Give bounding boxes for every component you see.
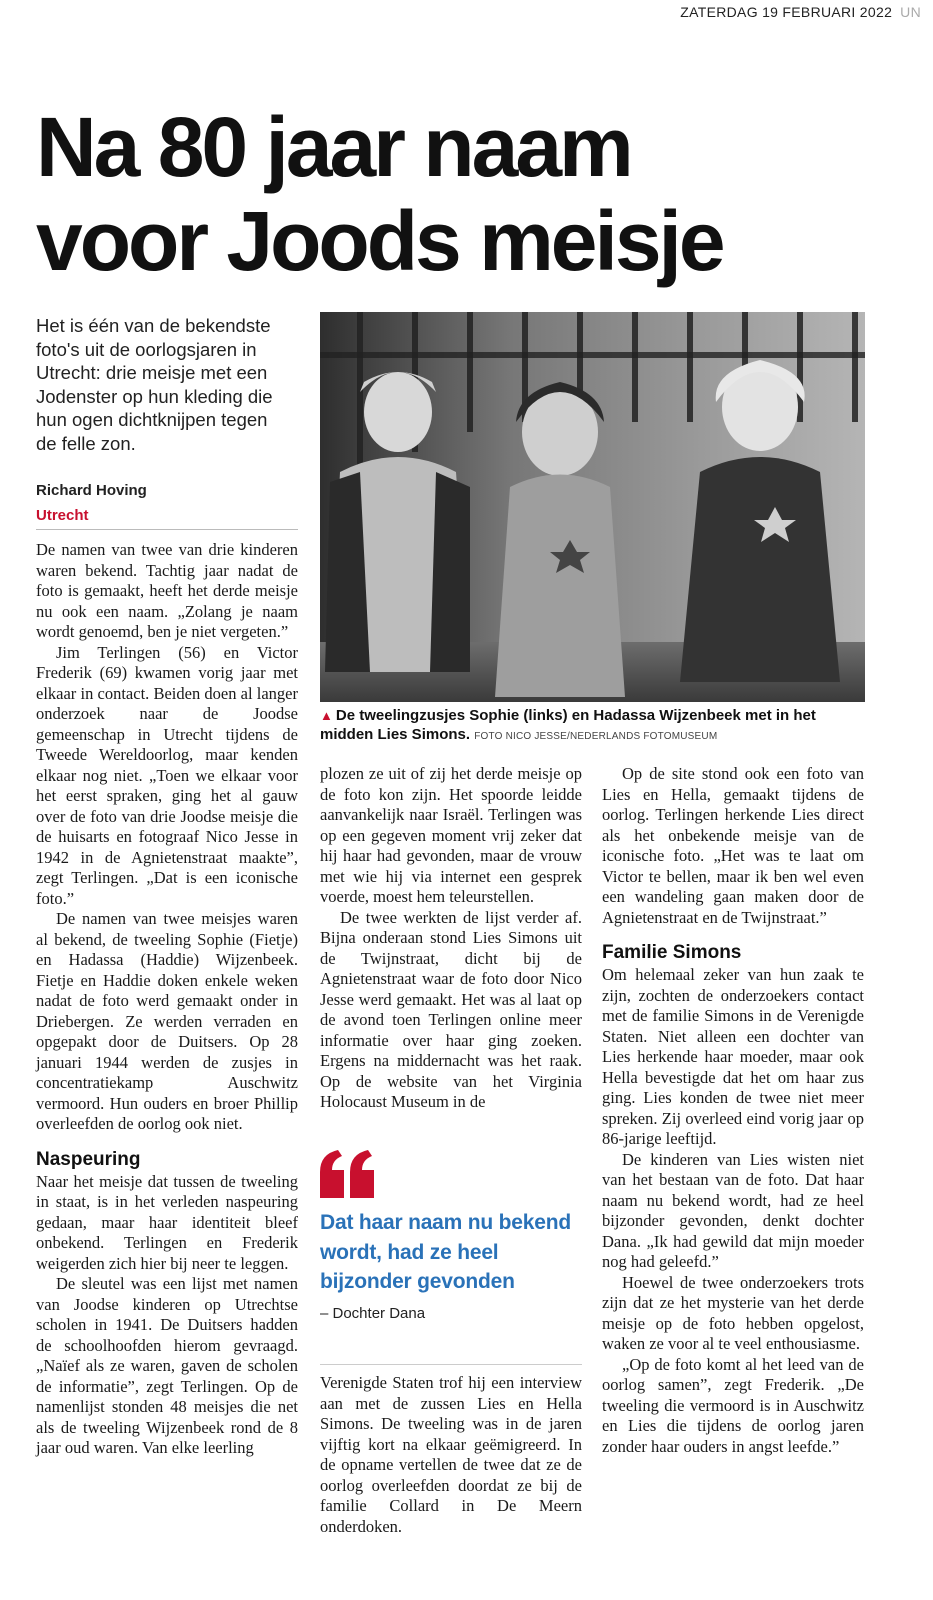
pull-quote xyxy=(320,1150,582,1322)
article-column-2 xyxy=(320,764,582,1113)
paragraph: De sleutel was een lijst met namen van Joodse kinderen op Utrechtse scholen in 1941. De Duitsers hadden de schoolhoofden hierom gevraagd. „Naïef als ze waren, gaven de scholen de informatie”, zegt Terlingen. Op de namenlijst stonden 48 meisjes die net als de tweeling Wijzenbeek rond de 8 jaar oud waren. Van elke leerling xyxy=(36,1274,298,1457)
quote-text: Dat haar naam nu bekend wordt, had ze heel bijzonder gevonden xyxy=(320,1211,571,1293)
byline-divider xyxy=(36,529,298,530)
article-column-1 xyxy=(36,540,298,1459)
masthead xyxy=(680,4,921,20)
paragraph: „Op de foto komt al het leed van de oorlog samen”, zegt Frederik. „De tweeling die vermoord is in Auschwitz en Lies die tijdens de oorlog jaren zonder haar ouders in angst leefde.” xyxy=(602,1354,864,1456)
issue-date: ZATERDAG 19 FEBRUARI 2022 xyxy=(680,4,893,20)
paragraph: De twee werkten de lijst verder af. Bijna onderaan stond Lies Simons uit de Twijnstraat, dicht bij de Agnietenstraat waar de foto door Nico Jesse werd gemaakt. Het was al laat op de avond toen Terlingen online meer informatie over haar ging zoeken. Ergens na middernacht was het raak. Op de website van het Virginia Holocaust Museum in de xyxy=(320,907,582,1111)
quote-attribution: – Dochter Dana xyxy=(320,1304,426,1322)
caption-triangle-icon: ▲ xyxy=(320,708,333,723)
dateline-location: Utrecht xyxy=(36,507,89,524)
author-byline: Richard Hoving xyxy=(36,482,147,499)
caption-text: De tweelingzusjes Sophie (links) en Hadassa Wijzenbeek met in het midden Lies Simons. xyxy=(320,707,816,743)
headline-line-2: voor Joods meisje xyxy=(36,194,723,288)
paragraph: De namen van twee van drie kinderen waren bekend. Tachtig jaar nadat de foto is gemaakt, heeft het derde meisje nu ook een naam. „Zolang je naam wordt genoemd, ben je niet vergeten.” xyxy=(36,540,298,641)
intro-lead: Het is één van de bekendste foto's uit de oorlogsjaren in Utrecht: drie meisje met een Jodenster op hun kleding die hun ogen dichtknijpen tegen de felle zon. xyxy=(36,315,273,454)
paragraph: plozen ze uit of zij het derde meisje op de foto kon zijn. Het spoorde leidde aanvankelijk naar Israël. Terlingen was op een gegeven moment vrij zeker dat hij haar had gevonden, maar de vrouw met wie hij via internet een gesprek voerde, moest hem teleurstellen. xyxy=(320,764,582,906)
paragraph: De kinderen van Lies wisten niet van het bestaan van de foto. Dat haar naam nu bekend wordt, had ze heel bijzonder gevonden, denkt dochter Dana. „Ik had gewild dat mijn moeder nog had geleefd.” xyxy=(602,1149,864,1271)
quote-marks-icon xyxy=(320,1150,376,1198)
paragraph: Jim Terlingen (56) en Victor Frederik (69) kwamen vorig jaar met elkaar in contact. Beiden doen al langer onderzoek naar de Joodse gemeenschap in Utrecht tijdens de Tweede Wereldoorlog, maar kenden elkaar nog niet. „Toen we elkaar voor het eerst spraken, ging het al gauw over de foto van drie Joodse meisje die de huisarts en fotograaf Nico Jesse in 1942 in de Agnietenstraat maakte”, zegt Terlingen. „Dat is een iconische foto.” xyxy=(36,642,298,908)
photo-caption xyxy=(320,706,865,746)
article-photo xyxy=(320,312,865,702)
photo-illustration xyxy=(320,312,865,702)
photo-credit: FOTO NICO JESSE/NEDERLANDS FOTOMUSEUM xyxy=(474,731,718,742)
paragraph: Verenigde Staten trof hij een interview aan met de zussen Lies en Hella Simons. De tweeling was in de jaren vijftig kort na elkaar geëmigreerd. In de opname vertellen de twee dat ze de oorlog overleefden doordat ze bij de familie Collard in De Meern onderdoken. xyxy=(320,1373,582,1536)
headline-line-1: Na 80 jaar naam xyxy=(36,100,631,194)
article-column-3 xyxy=(602,764,864,1457)
publication-mark: UN xyxy=(900,4,921,20)
paragraph: Hoewel de twee onderzoekers trots zijn dat ze het mysterie van het derde meisje op de foto hebben opgelost, waken ze voor al te veel enthousiasme. xyxy=(602,1272,864,1353)
subhead-naspeuring: Naspeuring xyxy=(36,1148,141,1170)
quote-divider xyxy=(320,1364,582,1365)
paragraph: De namen van twee meisjes waren al bekend, de tweeling Sophie (Fietje) en Hadassa (Haddie) Wijzenbeek. Fietje en Haddie doken enkele weken nadat de foto werd gemaakt onder in Driebergen. Ze werden verraden en opgepakt door de Duitsers. Op 28 januari 1944 werden de zusjes in concentratiekamp Auschwitz vermoord. Hun ouders en broer Phillip overleefden de oorlog ook niet. xyxy=(36,909,298,1133)
paragraph: Naar het meisje dat tussen de tweeling in staat, is in het verleden naspeuring gedaan, maar haar identiteit bleef onbekend. Terlingen en Frederik weigerden zich hier bij neer te leggen. xyxy=(36,1171,298,1273)
paragraph: Op de site stond ook een foto van Lies en Hella, gemaakt tijdens de oorlog. Terlingen herkende Lies direct als het onbekende meisje van de iconische foto. „Het was te laat om Victor te bellen, maar ik ben wel even een wandeling gaan maken door de Agnietenstraat en de Twijnstraat.” xyxy=(602,764,864,927)
subhead-familie-simons: Familie Simons xyxy=(602,942,742,963)
paragraph: Om helemaal zeker van hun zaak te zijn, zochten de onderzoekers contact met de familie Simons in de Verenigde Staten. Niet alleen een dochter van Lies herkende haar moeder, maar ook Hella bevestigde dat het om haar zus ging. Lies konden de twee niet meer spreken. Zij overleed eind vorig jaar op 86-jarige leeftijd. xyxy=(602,965,864,1148)
headline xyxy=(36,100,916,288)
article-column-2-continued xyxy=(320,1373,582,1537)
